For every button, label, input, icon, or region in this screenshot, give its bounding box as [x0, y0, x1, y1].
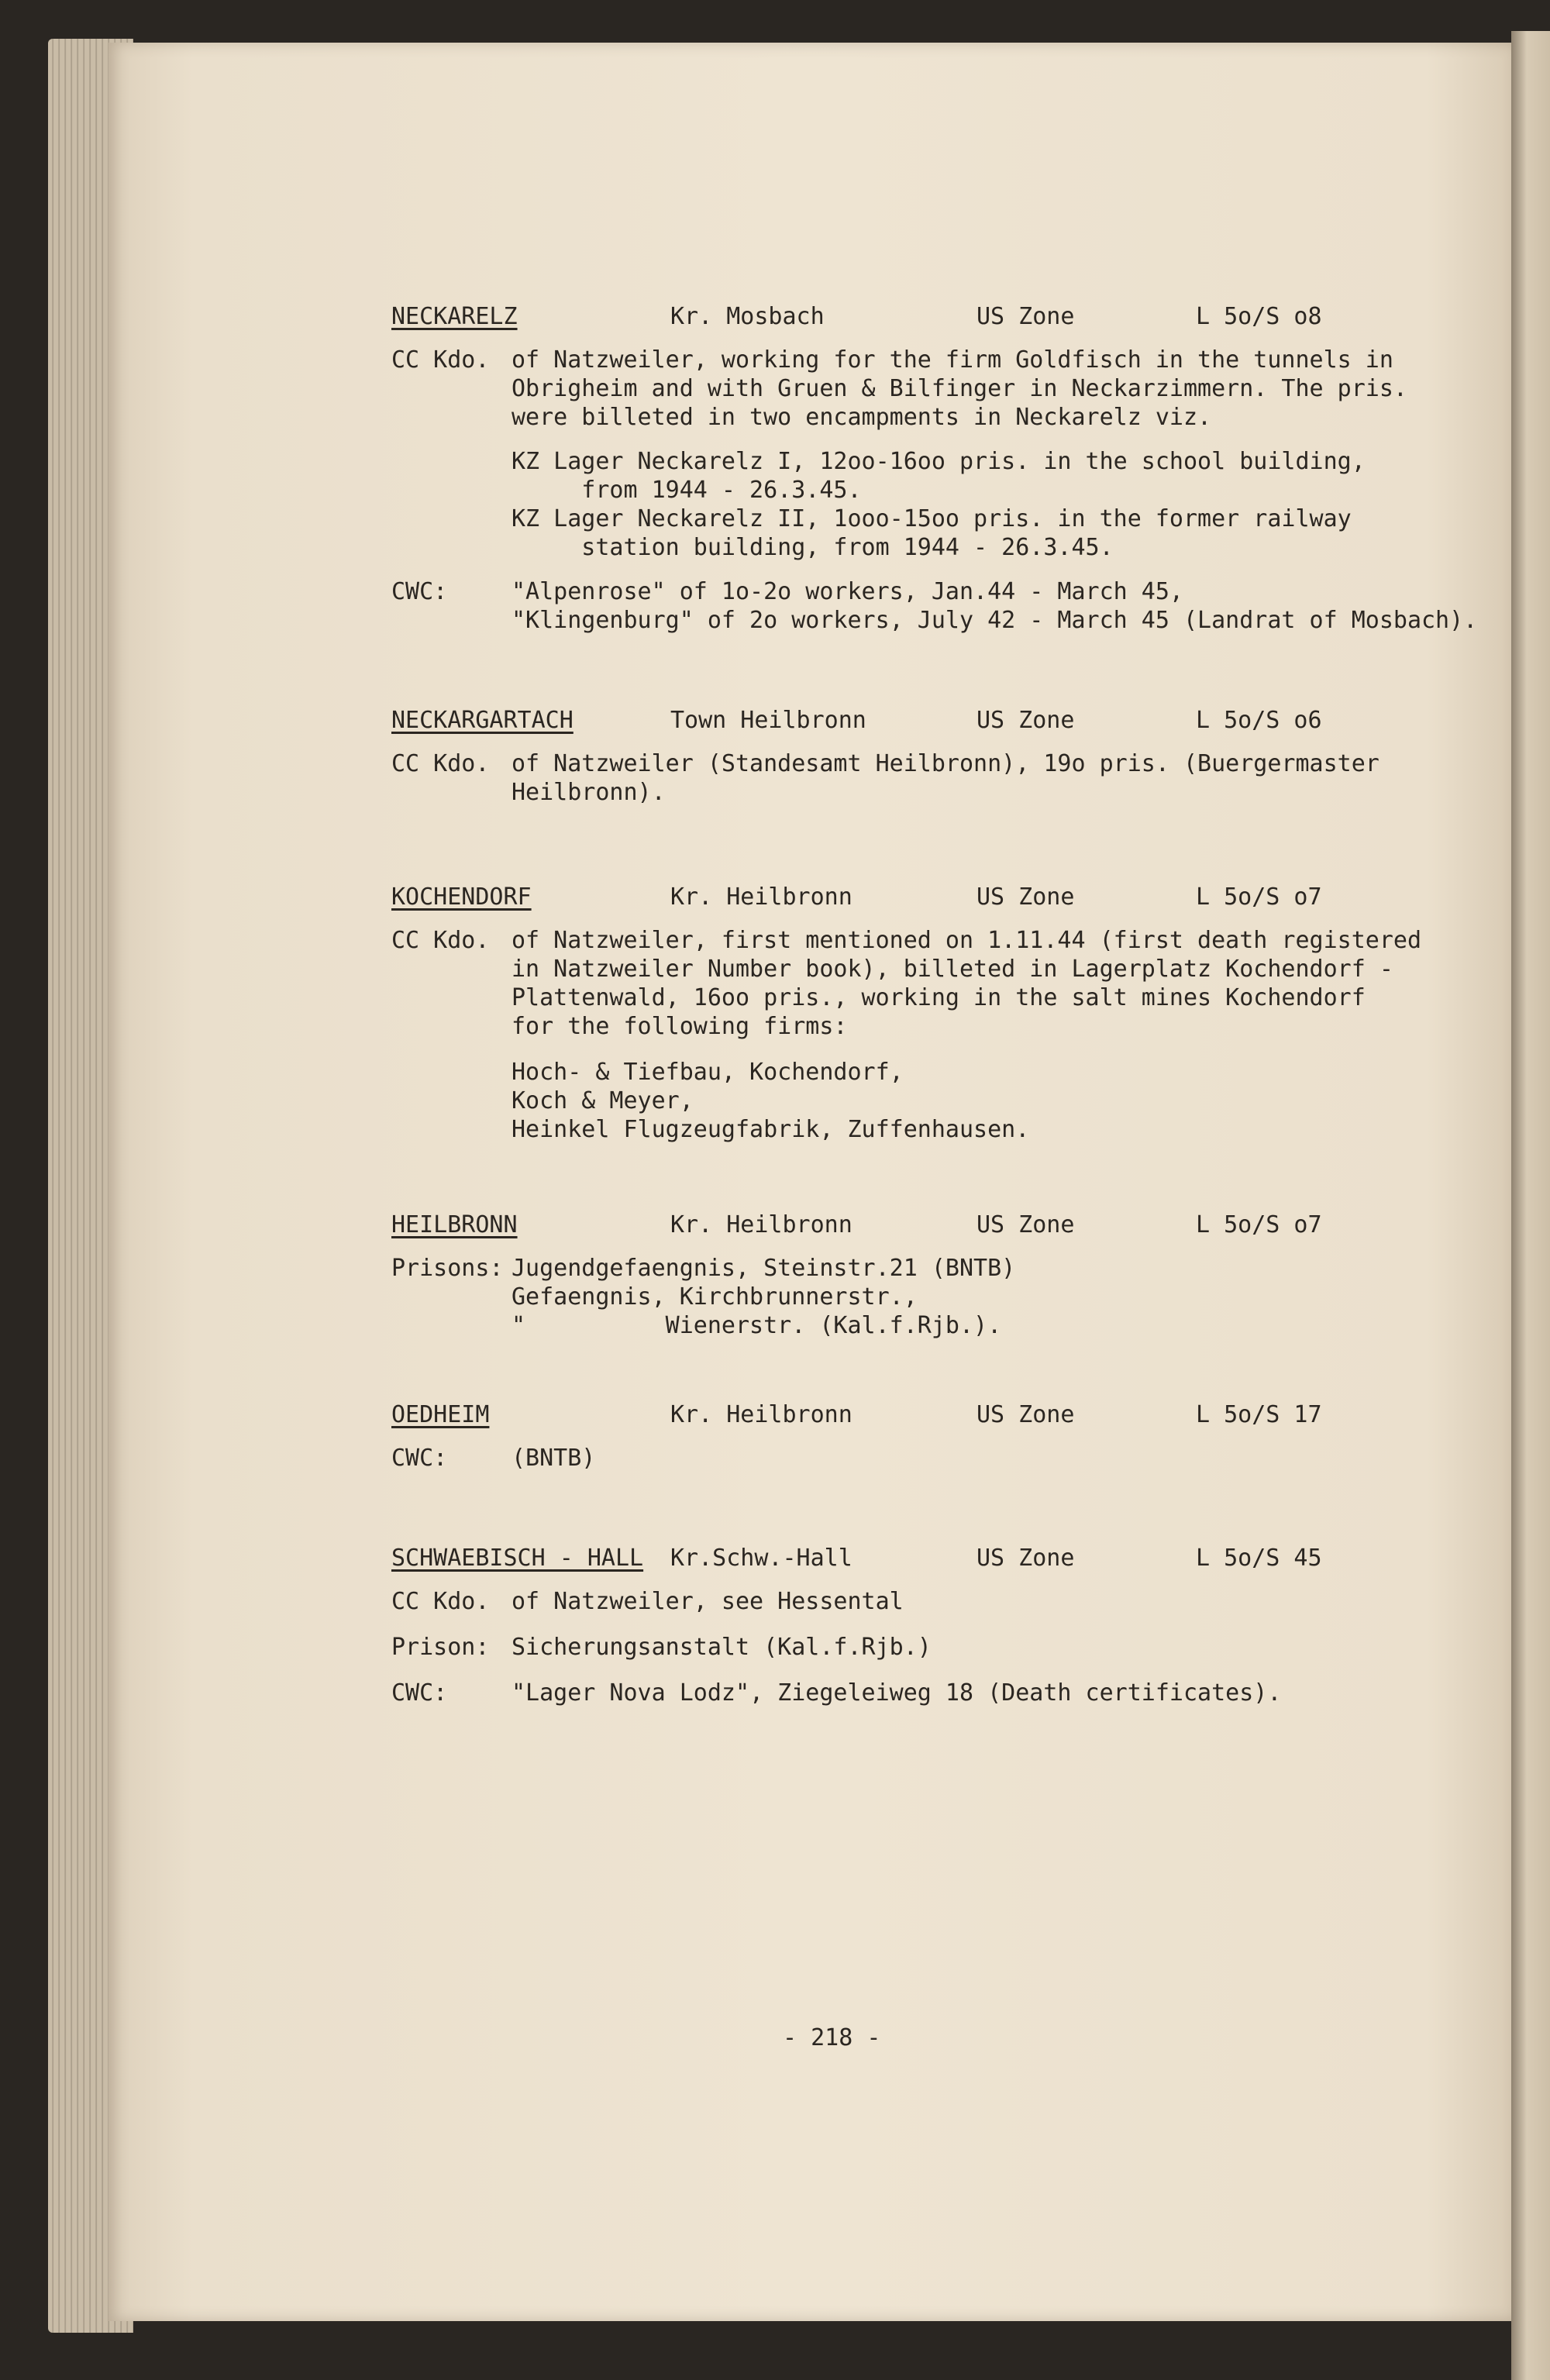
text-line: for the following firms: — [512, 1013, 848, 1040]
text-line: "Klingenburg" of 2o workers, July 42 - March 45 (Landrat of Mosbach). — [512, 607, 1478, 634]
entry-block — [283, 577, 1492, 635]
map-reference: L 5o/S o7 — [1196, 1211, 1322, 1238]
text-line: "Lager Nova Lodz", Ziegeleiweg 18 (Death certificates). — [512, 1679, 1282, 1707]
facing-page-edge — [1511, 31, 1550, 2380]
map-reference: L 5o/S o7 — [1196, 883, 1322, 911]
district: Kr.Schw.-Hall — [670, 1545, 852, 1572]
text-line: Obrigheim and with Gruen & Bilfinger in Neckarzimmern. The pris. — [512, 375, 1407, 402]
text-line: Sicherungsanstalt (Kal.f.Rjb.) — [512, 1634, 932, 1661]
text-line: of Natzweiler, working for the firm Goldfisch in the tunnels in — [512, 346, 1393, 374]
place-name: OEDHEIM — [391, 1401, 490, 1428]
text-line: Heinkel Flugzeugfabrik, Zuffenhausen. — [512, 1116, 1030, 1143]
entry-block — [283, 1679, 1492, 1707]
place-name: HEILBRONN — [391, 1211, 518, 1238]
text-line: were billeted in two encampments in Neckarelz viz. — [512, 404, 1212, 431]
entry-block — [283, 447, 1492, 562]
block-label: CWC: — [391, 1679, 448, 1707]
text-line: of Natzweiler, first mentioned on 1.11.44 (first death registered — [512, 927, 1421, 954]
text-line: in Natzweiler Number book), billeted in Lagerplatz Kochendorf - — [512, 956, 1393, 983]
entry — [283, 302, 1492, 635]
zone: US Zone — [976, 707, 1075, 734]
block-label: CC Kdo. — [391, 346, 490, 374]
zone: US Zone — [976, 303, 1075, 330]
district: Kr. Heilbronn — [670, 1211, 852, 1238]
place-name: SCHWAEBISCH - HALL — [391, 1545, 644, 1572]
entry-block — [283, 926, 1492, 1041]
text-line: Plattenwald, 16oo pris., working in the salt mines Kochendorf — [512, 984, 1366, 1011]
entry-block — [283, 1587, 1492, 1616]
block-label: CC Kdo. — [391, 1588, 490, 1615]
entry-block — [283, 1254, 1492, 1340]
district: Town Heilbronn — [670, 707, 866, 734]
block-label: Prison: — [391, 1634, 490, 1661]
place-name: KOCHENDORF — [391, 883, 532, 911]
block-label: CWC: — [391, 578, 448, 605]
text-line: of Natzweiler, see Hessental — [512, 1588, 904, 1615]
text-line: Hoch- & Tiefbau, Kochendorf, — [512, 1059, 904, 1086]
map-reference: L 5o/S 17 — [1196, 1401, 1322, 1428]
entry-block — [283, 1633, 1492, 1662]
entry-block — [283, 1058, 1492, 1144]
zone: US Zone — [976, 1545, 1075, 1572]
text-line: Koch & Meyer, — [512, 1087, 694, 1114]
page-content — [283, 302, 1492, 1707]
entry-heading — [283, 1211, 1492, 1242]
entry-block — [283, 346, 1492, 432]
map-reference: L 5o/S 45 — [1196, 1545, 1322, 1572]
place-name: NECKARELZ — [391, 303, 518, 330]
text-line: (BNTB) — [512, 1445, 596, 1472]
text-line: Gefaengnis, Kirchbrunnerstr., — [512, 1283, 918, 1311]
entry-heading — [283, 883, 1492, 914]
entry-heading — [283, 1544, 1492, 1575]
block-label: CC Kdo. — [391, 750, 490, 777]
text-line: Jugendgefaengnis, Steinstr.21 (BNTB) — [512, 1255, 1016, 1282]
zone: US Zone — [976, 1401, 1075, 1428]
district: Kr. Heilbronn — [670, 1401, 852, 1428]
entry-heading — [283, 1400, 1492, 1431]
block-label: CC Kdo. — [391, 927, 490, 954]
zone: US Zone — [976, 1211, 1075, 1238]
entry — [283, 706, 1492, 807]
page-number: - 218 - — [783, 2024, 881, 2051]
place-name: NECKARGARTACH — [391, 707, 574, 734]
text-line: "Alpenrose" of 1o-2o workers, Jan.44 - March 45, — [512, 578, 1183, 605]
entry — [283, 1544, 1492, 1707]
text-line: from 1944 - 26.3.45. — [512, 477, 862, 504]
map-reference: L 5o/S o8 — [1196, 303, 1322, 330]
entry-heading — [283, 302, 1492, 333]
entry — [283, 1400, 1492, 1472]
entry-heading — [283, 706, 1492, 737]
entry — [283, 883, 1492, 1144]
entry — [283, 1211, 1492, 1340]
zone: US Zone — [976, 883, 1075, 911]
text-line: " Wienerstr. (Kal.f.Rjb.). — [512, 1312, 1002, 1339]
text-line: KZ Lager Neckarelz II, 1ooo-15oo pris. in the former railway — [512, 505, 1352, 532]
district: Kr. Heilbronn — [670, 883, 852, 911]
district: Kr. Mosbach — [670, 303, 825, 330]
map-reference: L 5o/S o6 — [1196, 707, 1322, 734]
text-line: Heilbronn). — [512, 779, 666, 806]
entry-block — [283, 749, 1492, 807]
text-line: of Natzweiler (Standesamt Heilbronn), 19o pris. (Buergermaster — [512, 750, 1380, 777]
entry-block — [283, 1444, 1492, 1472]
text-line: station building, from 1944 - 26.3.45. — [512, 534, 1114, 561]
block-label: CWC: — [391, 1445, 448, 1472]
block-label: Prisons: — [391, 1255, 504, 1282]
text-line: KZ Lager Neckarelz I, 12oo-16oo pris. in the school building, — [512, 448, 1366, 475]
